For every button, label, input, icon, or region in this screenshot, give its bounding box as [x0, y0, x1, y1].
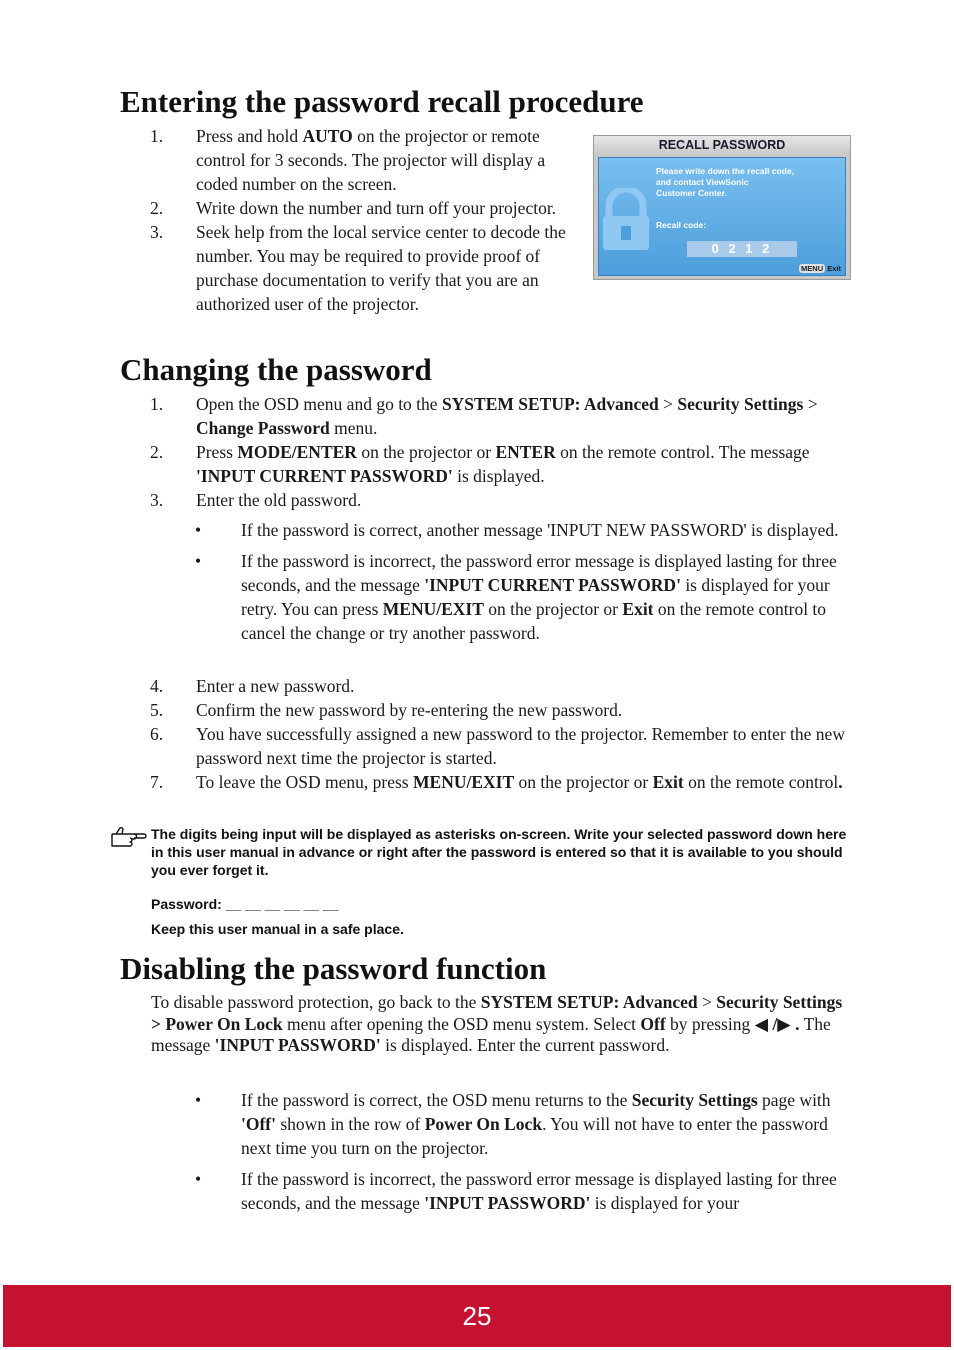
- recall-password-osd-figure: [593, 135, 851, 280]
- list-item: 5. Confirm the new password by re-entering the new password.: [150, 700, 623, 720]
- list-item: 4. Enter a new password.: [150, 676, 355, 696]
- heading-disabling-password: Disabling the password function: [120, 951, 547, 986]
- change-steps-list: [150, 392, 860, 512]
- step-number: 1.: [150, 126, 164, 146]
- step-number: 7.: [150, 772, 164, 792]
- list-item: 3. Seek help from the local service center to decode the number. You may be required to provide proof of purchase documentation to verify that you are an authorized user of the projector.: [150, 222, 566, 314]
- bullet: •: [195, 551, 202, 571]
- list-item: • If the password is correct, another message 'INPUT NEW PASSWORD' is displayed.: [195, 520, 839, 540]
- recall-code-label: Recall code:: [656, 220, 707, 230]
- list-item: • If the password is incorrect, the password error message is displayed lasting for three seconds, and the message 'INPUT CURRENT PASSWORD' is displayed for your retry. You can press MENU/EXIT on the projector or Exit on the remote control to cancel the change or try another password.: [195, 551, 837, 643]
- step-number: 2.: [150, 442, 164, 462]
- page-number: 25: [462, 1301, 492, 1331]
- list-item: 2. Press MODE/ENTER on the projector or ENTER on the remote control. The message 'INPUT CURRENT PASSWORD' is displayed.: [150, 442, 810, 486]
- pointing-hand-note-icon: [110, 826, 148, 848]
- heading-changing-password: Changing the password: [120, 352, 432, 387]
- password-line: Password: __ __ __ __ __ __: [151, 896, 339, 912]
- change-bullets-list: [195, 518, 860, 652]
- step-number: 3.: [150, 490, 164, 510]
- heading-password-recall: Entering the password recall procedure: [120, 84, 644, 119]
- change-steps-list-continued: [150, 674, 860, 794]
- step-number: 6.: [150, 724, 164, 744]
- osd-menu-exit-hint: MENU Exit: [801, 264, 841, 273]
- list-item: 3. Enter the old password.: [150, 490, 362, 510]
- list-item: • If the password is correct, the OSD menu returns to the Security Settings page with 'Off' shown in the row of Power On Lock. You will not have to enter the password next time you turn on the projector.: [195, 1090, 831, 1158]
- list-item: • If the password is incorrect, the password error message is displayed lasting for three seconds, and the message 'INPUT PASSWORD' is displayed for your: [195, 1169, 837, 1213]
- bullet: •: [195, 1090, 202, 1110]
- recall-steps-list: [150, 124, 580, 316]
- note-text: The digits being input will be displayed as asterisks on-screen. Write your selected password down here in this user manual in advance or right after the password is entered so that it is available to you should you ever forget it.: [151, 826, 847, 878]
- list-item: 7. To leave the OSD menu, press MENU/EXIT on the projector or Exit on the remote control.: [150, 772, 843, 792]
- keep-manual-note: Keep this user manual in a safe place.: [151, 921, 404, 937]
- step-number: 4.: [150, 676, 164, 696]
- menu-key: MENU: [801, 264, 824, 273]
- list-item: 1. Open the OSD menu and go to the SYSTEM SETUP: Advanced > Security Settings > Change Password menu.: [150, 394, 818, 438]
- disable-intro-paragraph: To disable password protection, go back to the SYSTEM SETUP: Advanced > Security Settings > Power On Lock menu after opening the OSD menu system. Select Off by pressing ◀ /▶ . The message 'INPUT PASSWORD' is displayed. Enter the current password.: [151, 992, 843, 1055]
- step-number: 5.: [150, 700, 164, 720]
- osd-panel: [598, 157, 846, 276]
- disable-bullets-list: [195, 1088, 860, 1222]
- list-item: 6. You have successfully assigned a new password to the projector. Remember to enter the new password next time the projector is started.: [150, 724, 845, 768]
- page-footer-bar: [3, 1285, 951, 1347]
- list-item: 2. Write down the number and turn off your projector.: [150, 198, 557, 218]
- osd-title: RECALL PASSWORD: [594, 136, 850, 155]
- step-number: 3.: [150, 222, 164, 242]
- recall-code-value: 0 2 1 2: [687, 241, 797, 257]
- bullet: •: [195, 1169, 202, 1189]
- bullet: •: [195, 520, 202, 540]
- step-number: 1.: [150, 394, 164, 414]
- lock-icon: [601, 188, 651, 252]
- osd-message: Please write down the recall code, and contact ViewSonic Customer Center.: [656, 166, 794, 198]
- list-item: 1. Press and hold AUTO on the projector or remote control for 3 seconds. The projector will display a coded number on the screen.: [150, 126, 546, 194]
- step-number: 2.: [150, 198, 164, 218]
